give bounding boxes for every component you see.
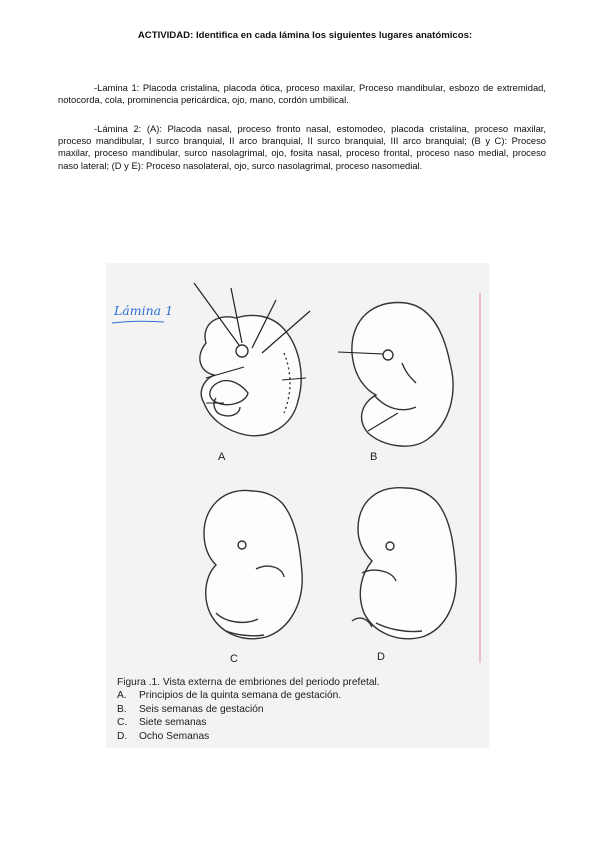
caption-title: Figura .1. Vista externa de embriones del periodo prefetal. [117,677,380,688]
figure-caption [117,676,477,743]
caption-item [117,716,477,729]
caption-item [117,703,477,716]
caption-item-text: Siete semanas [139,717,207,729]
panel-letter-c: C [230,653,238,665]
handwriting-underline [112,321,164,323]
paragraph-lamina-2: -Lámina 2: (A): Placoda nasal, proceso fronto nasal, estomodeo, placoda cristalina, proceso maxilar, proceso mandibular, I surco branquial, II arco branquial, II surco branquial, III arco branquial; (B y C): Proceso maxilar, proceso mandibular, surco nasolagrimal, ojo, fosita nasal, proceso frontal, proceso naso medial, proceso naso lateral; (D y E): Proceso nasolateral, ojo, surco nasolagrimal, proceso nasomedial. [58,123,546,171]
embryo-d [352,488,456,639]
caption-item-text: Seis semanas de gestación [139,703,264,715]
embryo-b [338,302,453,446]
panel-letter-a: A [218,451,226,463]
panel-letter-d: D [377,651,385,663]
paragraph-lamina-1: -Lamina 1: Placoda cristalina, placoda ótica, proceso maxilar, Proceso mandibular, esbozo de extremidad, notocorda, cola, prominencia pericárdica, ojo, mano, cordón umbilical. [58,82,546,106]
caption-item-text: Principios de la quinta semana de gestación. [139,690,342,702]
embryo-c [204,490,302,638]
handwritten-label: Lámina 1 [114,303,174,318]
caption-item [117,689,477,702]
caption-item [117,730,477,743]
caption-item-letter: A. [117,690,127,702]
caption-item-text: Ocho Semanas [139,730,210,742]
caption-item-letter: C. [117,717,128,729]
embryo-a [194,283,310,436]
caption-item-letter: D. [117,730,128,742]
caption-list [117,689,477,743]
caption-item-letter: B. [117,703,127,715]
panel-letter-b: B [370,451,378,463]
activity-title: ACTIVIDAD: Identifica en cada lámina los siguientes lugares anatómicos: [137,30,473,41]
